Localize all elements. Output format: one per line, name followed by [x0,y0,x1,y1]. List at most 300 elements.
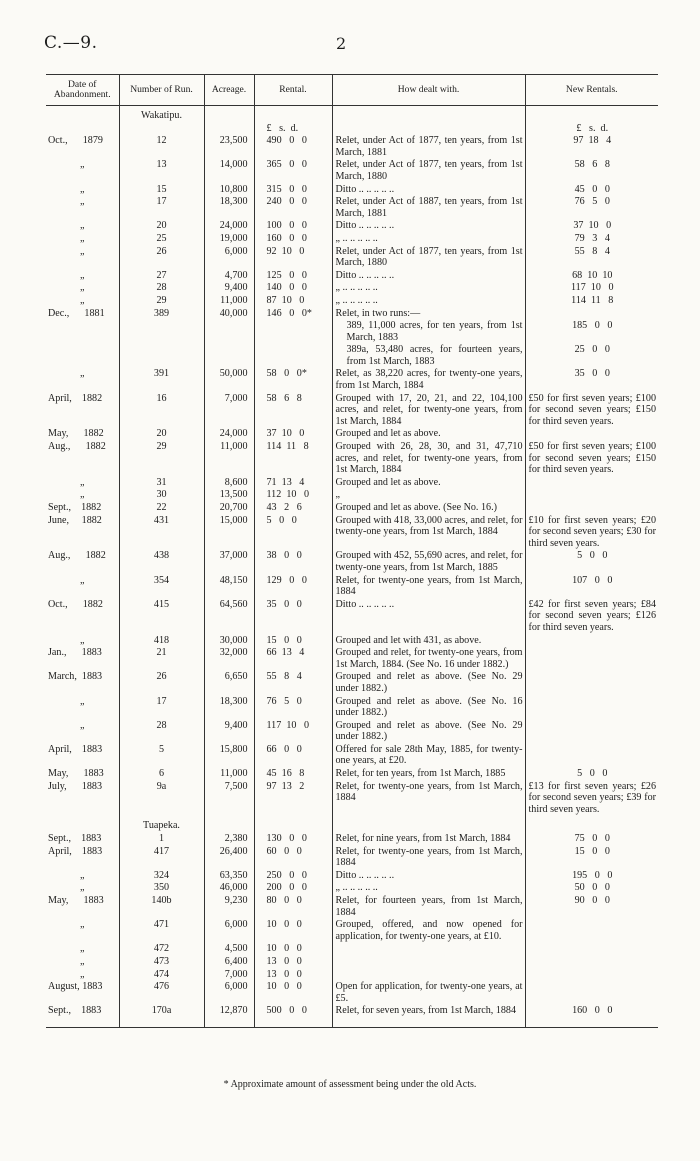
abandonment-date: „ [46,489,119,502]
run-number: 29 [119,441,204,477]
cell-acreage [204,123,254,136]
new-rental: 79 3 4 [574,232,610,244]
new-rental [525,477,658,490]
district-heading-row [46,106,658,123]
how-dealt-with: Grouped with 452, 55,690 acres, and relet, for twenty-one years, from 1st March, 1885 [332,550,525,574]
new-rental: £10 for first seven years; £20 for second seven years; £30 for third seven years. [528,514,656,549]
cell-acreage [204,106,254,123]
rental: 130 0 0 [254,833,332,846]
table-row [46,159,658,183]
acreage: 63,350 [204,870,254,883]
table-row [46,368,658,392]
how-dealt-with: Grouped and relet as above. (See No. 29 under 1882.) [332,720,525,744]
run-number: 26 [119,246,204,270]
acreage: 6,000 [204,246,254,270]
abandonment-date: „ [46,956,119,969]
rental: 97 13 2 [254,781,332,817]
page-number: 2 [336,34,347,53]
run-number: 15 [119,184,204,197]
new-rental [525,744,658,768]
table-row [46,919,658,943]
run-number: 170a [119,1005,204,1027]
rental: 146 0 0* [254,308,332,321]
run-number: 438 [119,550,204,574]
run-number: 354 [119,575,204,599]
rental: 160 0 0 [254,233,332,246]
new-rental: 55 8 4 [574,245,610,257]
run-number: 25 [119,233,204,246]
col-header-acreage: Acreage. [204,75,254,106]
currency-units-row [46,123,658,136]
new-rental: 25 0 0 [574,344,610,356]
rental: 15 0 0 [254,635,332,648]
acreage: 7,500 [204,781,254,817]
new-rental [525,919,658,943]
rental: 87 10 0 [254,295,332,308]
new-rental: 15 0 0 [574,845,610,857]
how-dealt-with: Grouped with 418, 33,000 acres, and relet, for twenty-one years, from 1st March, 1884 [332,515,525,551]
new-rental: 75 0 0 [574,833,610,845]
table-row [46,956,658,969]
run-number: 350 [119,882,204,895]
how-dealt-with: Open for application, for twenty-one years, at £5. [332,981,525,1005]
abandonment-date: April, 1883 [46,846,119,870]
table-row [46,282,658,295]
run-number: 476 [119,981,204,1005]
rental: 58 6 8 [254,393,332,429]
how-dealt-with: „ .. .. .. .. .. [332,233,525,246]
abandonment-date: „ [46,575,119,599]
rental: 129 0 0 [254,575,332,599]
table-row [46,981,658,1005]
abandonment-date: June, 1882 [46,515,119,551]
table-row [46,196,658,220]
acreage: 24,000 [204,220,254,233]
abandonment-date: Sept., 1882 [46,502,119,515]
table-row [46,768,658,781]
run-number: 13 [119,159,204,183]
rental: 55 8 4 [254,671,332,695]
rental: 76 5 0 [254,696,332,720]
how-dealt-with: Ditto .. .. .. .. .. [332,184,525,197]
run-number: 471 [119,919,204,943]
table-row [46,943,658,956]
new-rental: 117 10 0 [570,282,614,294]
acreage: 8,600 [204,477,254,490]
table-row [46,344,658,368]
cell-rental [254,106,332,123]
acreage: 6,000 [204,919,254,943]
run-number: 17 [119,196,204,220]
rental-units: £ s. d. [254,123,332,136]
new-rental: £50 for first seven years; £100 for second seven years; £150 for third seven years. [528,392,656,427]
how-dealt-with: Ditto .. .. .. .. .. [332,599,525,635]
table-row [46,441,658,477]
new-rental [525,502,658,515]
district-name: Wakatipu. [119,106,204,123]
run-number: 31 [119,477,204,490]
acreage: 15,800 [204,744,254,768]
how-dealt-with: Ditto .. .. .. .. .. [332,870,525,883]
abandonment-date: „ [46,943,119,956]
cell-run [119,123,204,136]
cell-acreage [204,816,254,833]
how-dealt-with: Relet, for fourteen years, from 1st March, 1884 [332,895,525,919]
table-row [46,184,658,197]
table-row [46,781,658,817]
table-row [46,270,658,283]
acreage: 14,000 [204,159,254,183]
abandoned-runs-table [46,74,658,1028]
rental: 365 0 0 [254,159,332,183]
acreage: 11,000 [204,295,254,308]
table-row [46,246,658,270]
run-number: 28 [119,282,204,295]
run-number: 30 [119,489,204,502]
acreage: 9,400 [204,720,254,744]
acreage: 12,870 [204,1005,254,1027]
table-body [46,106,658,1028]
acreage: 26,400 [204,846,254,870]
new-rental: 35 0 0 [574,368,610,380]
rental: 250 0 0 [254,870,332,883]
rental: 35 0 0 [254,599,332,635]
abandonment-date: „ [46,220,119,233]
footnote: * Approximate amount of assessment being under the old Acts. [223,1079,477,1090]
rental: 71 13 4 [254,477,332,490]
new-rental-units: £ s. d. [576,122,609,134]
acreage: 2,380 [204,833,254,846]
acreage: 64,560 [204,599,254,635]
rental: 100 0 0 [254,220,332,233]
how-dealt-with: Grouped with 17, 20, 21, and 22, 104,100 acres, and relet, for twenty-one years, from 1st March, 1884 [332,393,525,429]
new-rental [525,720,658,744]
run-number: 391 [119,368,204,392]
acreage: 18,300 [204,696,254,720]
run-number [119,344,204,368]
acreage: 7,000 [204,969,254,982]
new-rental: £50 for first seven years; £100 for second seven years; £150 for third seven years. [528,441,656,476]
how-dealt-with: Offered for sale 28th May, 1885, for twenty-one years, at £20. [332,744,525,768]
abandonment-date: Aug., 1882 [46,441,119,477]
how-dealt-with: Ditto .. .. .. .. .. [332,220,525,233]
acreage: 32,000 [204,647,254,671]
new-rental [525,981,658,1005]
acreage: 6,000 [204,981,254,1005]
how-dealt-with: Grouped and relet as above. (See No. 16 under 1882.) [332,696,525,720]
abandonment-date: „ [46,270,119,283]
rental: 125 0 0 [254,270,332,283]
run-number: 6 [119,768,204,781]
run-number: 472 [119,943,204,956]
abandonment-date: April, 1883 [46,744,119,768]
acreage: 4,700 [204,270,254,283]
acreage: 13,500 [204,489,254,502]
run-number: 20 [119,220,204,233]
how-dealt-with: Grouped and let as above. (See No. 16.) [332,502,525,515]
abandonment-date [46,344,119,368]
cell-how [332,106,525,123]
col-header-run: Number of Run. [119,75,204,106]
table-row [46,895,658,919]
run-number: 28 [119,720,204,744]
acreage: 15,000 [204,515,254,551]
rental: 500 0 0 [254,1005,332,1027]
table-row [46,320,658,344]
acreage: 11,000 [204,441,254,477]
abandonment-date: „ [46,233,119,246]
how-dealt-with: Relet, for twenty-one years, from 1st March, 1884 [332,846,525,870]
run-number: 5 [119,744,204,768]
new-rental: 5 0 0 [577,550,608,562]
how-dealt-with: „ [332,489,525,502]
table-row [46,477,658,490]
how-dealt-with: Grouped, offered, and now opened for application, for twenty-one years, at £10. [332,919,525,943]
rental: 37 10 0 [254,428,332,441]
table-row [46,550,658,574]
run-number: 1 [119,833,204,846]
table-row [46,671,658,695]
abandonment-date: „ [46,159,119,183]
acreage: 7,000 [204,393,254,429]
new-rental: £42 for first seven years; £84 for second seven years; £126 for third seven years. [528,598,656,633]
new-rental: £13 for first seven years; £26 for second seven years; £39 for third seven years. [528,780,656,815]
acreage: 37,000 [204,550,254,574]
run-number: 418 [119,635,204,648]
how-dealt-with: Relet, in two runs:— [332,308,525,321]
cell-how [332,123,525,136]
table-row [46,846,658,870]
table-row [46,233,658,246]
acreage: 46,000 [204,882,254,895]
abandonment-date: April, 1882 [46,393,119,429]
cell-new [525,816,658,833]
acreage: 40,000 [204,308,254,321]
rental: 13 0 0 [254,956,332,969]
abandonment-date: „ [46,969,119,982]
table-row [46,647,658,671]
new-rental [525,635,658,648]
abandonment-date: Sept., 1883 [46,1005,119,1027]
abandonment-date: „ [46,282,119,295]
rental: 112 10 0 [254,489,332,502]
col-header-date: Date of Abandonment. [46,75,119,106]
abandonment-date: August, 1883 [46,981,119,1005]
new-rental: 114 11 8 [571,294,614,306]
acreage: 6,400 [204,956,254,969]
how-dealt-with: „ .. .. .. .. .. [332,282,525,295]
new-rental: 185 0 0 [572,320,613,332]
how-dealt-with: Grouped and let as above. [332,428,525,441]
cell-date [46,816,119,833]
how-dealt-with: Grouped and relet as above. (See No. 29 under 1882.) [332,671,525,695]
table-row [46,599,658,635]
table-row [46,1005,658,1027]
new-rental: 195 0 0 [572,869,613,881]
acreage: 30,000 [204,635,254,648]
how-dealt-with: Relet, for nine years, from 1st March, 1884 [332,833,525,846]
run-number: 415 [119,599,204,635]
run-number: 21 [119,647,204,671]
run-number: 474 [119,969,204,982]
acreage: 24,000 [204,428,254,441]
acreage: 19,000 [204,233,254,246]
cell-rental [254,816,332,833]
abandonment-date: „ [46,196,119,220]
abandonment-date: „ [46,184,119,197]
how-dealt-with [332,956,525,969]
new-rental: 160 0 0 [572,1005,613,1017]
table-row [46,393,658,429]
table-row [46,744,658,768]
how-dealt-with: „ .. .. .. .. .. [332,882,525,895]
run-number [119,320,204,344]
table-row [46,515,658,551]
district-name: Tuapeka. [119,816,204,833]
acreage: 9,400 [204,282,254,295]
table-header-row [46,75,658,106]
new-rental: 107 0 0 [572,574,613,586]
how-dealt-with [332,943,525,956]
how-dealt-with: Grouped and let with 431, as above. [332,635,525,648]
acreage: 18,300 [204,196,254,220]
abandonment-date: „ [46,696,119,720]
run-number: 27 [119,270,204,283]
rental: 10 0 0 [254,919,332,943]
how-dealt-with: Relet, under Act of 1887, ten years, from 1st March, 1881 [332,196,525,220]
report-code: C.—9. [44,33,98,53]
abandonment-date: May, 1882 [46,428,119,441]
rental: 58 0 0* [254,368,332,392]
table-row [46,428,658,441]
new-rental [525,956,658,969]
acreage: 9,230 [204,895,254,919]
table-row [46,696,658,720]
run-number: 16 [119,393,204,429]
new-rental [525,428,658,441]
acreage: 48,150 [204,575,254,599]
abandonment-date: May, 1883 [46,768,119,781]
abandonment-date: „ [46,635,119,648]
how-dealt-with: Relet, under Act of 1877, ten years, from 1st March, 1881 [332,135,525,159]
how-dealt-with: Relet, as 38,220 acres, for twenty-one years, from 1st March, 1884 [332,368,525,392]
rental: 240 0 0 [254,196,332,220]
rental: 10 0 0 [254,981,332,1005]
new-rental [525,943,658,956]
table-row [46,308,658,321]
abandonment-date: May, 1883 [46,895,119,919]
new-rental: 58 6 8 [574,159,610,171]
col-header-how: How dealt with. [332,75,525,106]
rental: 315 0 0 [254,184,332,197]
acreage: 23,500 [204,135,254,159]
new-rental: 37 10 0 [573,220,612,232]
table-row [46,870,658,883]
abandonment-date: July, 1883 [46,781,119,817]
table-row [46,969,658,982]
how-dealt-with: 389a, 53,480 acres, for fourteen years, from 1st March, 1883 [332,344,525,368]
acreage: 11,000 [204,768,254,781]
abandonment-date: Oct., 1882 [46,599,119,635]
run-number: 9a [119,781,204,817]
how-dealt-with: Grouped with 26, 28, 30, and 31, 47,710 acres, and relet, for twenty-one years, from 1st March, 1884 [332,441,525,477]
table-row [46,720,658,744]
run-number: 473 [119,956,204,969]
new-rental: 90 0 0 [574,895,610,906]
how-dealt-with: Grouped and let as above. [332,477,525,490]
how-dealt-with: Relet, for twenty-one years, from 1st March, 1884 [332,781,525,817]
run-number: 17 [119,696,204,720]
how-dealt-with [332,969,525,982]
rental: 5 0 0 [254,515,332,551]
table-row [46,295,658,308]
acreage: 10,800 [204,184,254,197]
rental: 114 11 8 [254,441,332,477]
run-number: 22 [119,502,204,515]
district-heading-row [46,816,658,833]
table-row [46,135,658,159]
cell-new [525,106,658,123]
how-dealt-with: 389, 11,000 acres, for ten years, from 1st March, 1883 [332,320,525,344]
how-dealt-with: Grouped and relet, for twenty-one years, from 1st March, 1884. (See No. 16 under 1882.) [332,647,525,671]
abandonment-date [46,320,119,344]
abandonment-date: „ [46,919,119,943]
acreage [204,344,254,368]
cell-how [332,816,525,833]
abandonment-date: Dec., 1881 [46,308,119,321]
abandonment-date: „ [46,246,119,270]
abandonment-date: „ [46,882,119,895]
col-header-new-rentals: New Rentals. [525,75,658,106]
run-number: 29 [119,295,204,308]
acreage: 4,500 [204,943,254,956]
rental: 117 10 0 [254,720,332,744]
abandonment-date: Jan., 1883 [46,647,119,671]
rental: 10 0 0 [254,943,332,956]
rental [254,320,332,344]
abandonment-date: „ [46,720,119,744]
rental: 80 0 0 [254,895,332,919]
cell-date [46,106,119,123]
new-rental: 76 5 0 [574,196,610,208]
new-rental: 5 0 0 [577,768,608,780]
new-rental [525,969,658,982]
run-number: 26 [119,671,204,695]
run-number: 324 [119,870,204,883]
rental: 38 0 0 [254,550,332,574]
how-dealt-with: Relet, under Act of 1877, ten years, from 1st March, 1880 [332,246,525,270]
abandonment-date: March, 1883 [46,671,119,695]
how-dealt-with: „ .. .. .. .. .. [332,295,525,308]
abandonment-date: „ [46,368,119,392]
col-header-rental: Rental. [254,75,332,106]
new-rental [525,308,658,321]
run-number: 431 [119,515,204,551]
cell-date [46,123,119,136]
run-number: 12 [119,135,204,159]
new-rental: 68 10 10 [572,269,613,281]
abandonment-date: „ [46,295,119,308]
rental: 66 13 4 [254,647,332,671]
new-rental: 50 0 0 [574,882,610,894]
new-rental [525,696,658,720]
rental [254,344,332,368]
table-row [46,575,658,599]
abandonment-date: Oct., 1879 [46,135,119,159]
rental: 43 2 6 [254,502,332,515]
run-number: 140b [119,895,204,919]
rental: 13 0 0 [254,969,332,982]
